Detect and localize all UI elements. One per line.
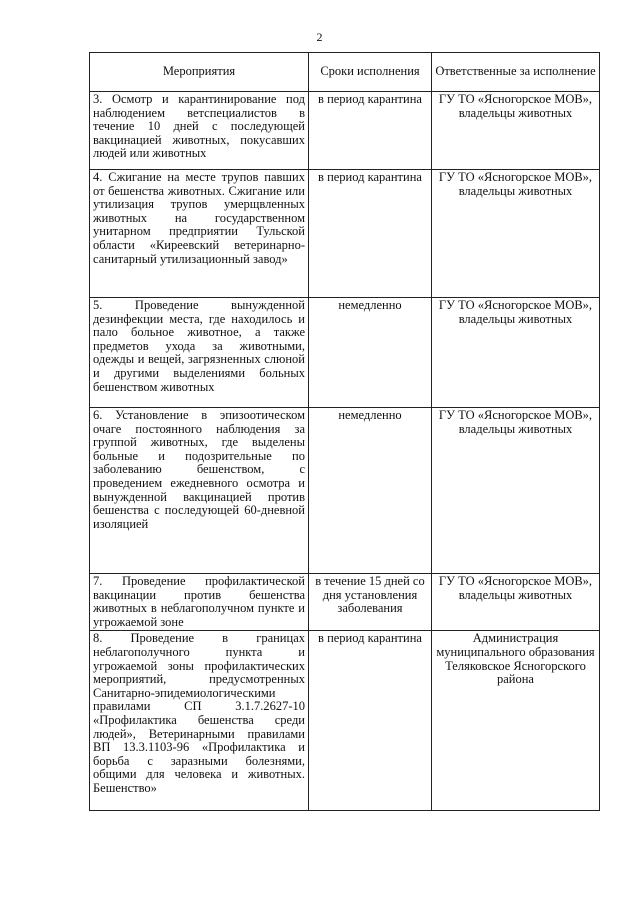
measure-cell: 3. Осмотр и карантинирование под наблюдением ветспециалистов в течение 10 дней с последующей вакцинацией животных, покусавших людей или животных (90, 92, 309, 170)
measures-table (89, 52, 600, 811)
header-terms: Сроки исполнения (309, 53, 432, 92)
table-row (90, 170, 600, 298)
table-header-row (90, 53, 600, 92)
measure-cell: 6. Установление в эпизоотическом очаге постоянного наблюдения за группой животных, где выделены больные и подозрительные по заболеванию бешенством, с проведением ежедневного осмотра и вынужденной вакцинацией против бешенства с последующей 60-дневной изоляцией (90, 408, 309, 574)
measure-cell: 5. Проведение вынужденной дезинфекции места, где находилось и пало больное животное, а также предметов ухода за животными, одежды и вещей, загрязненных слюной и другими выделениями больных бешенством животных (90, 298, 309, 408)
measure-cell: 8. Проведение в границах неблагополучного пункта и угрожаемой зоны профилактических мероприятий, предусмотренных Санитарно-эпидемиологическими правилами СП 3.1.7.2627-10 «Профилактика бешенства среди людей», Ветеринарными правилами ВП 13.3.1103-96 «Профилактика и борьба с заразными болезнями, общими для человека и животных. Бешенство» (90, 631, 309, 811)
term-cell: немедленно (309, 298, 432, 408)
header-measures: Мероприятия (90, 53, 309, 92)
term-cell: в течение 15 дней со дня установления заболевания (309, 574, 432, 631)
responsible-cell: ГУ ТО «Ясногорское МОВ», владельцы животных (432, 170, 600, 298)
responsible-cell: ГУ ТО «Ясногорское МОВ», владельцы животных (432, 92, 600, 170)
responsible-cell: ГУ ТО «Ясногорское МОВ», владельцы животных (432, 574, 600, 631)
measure-cell: 4. Сжигание на месте трупов павших от бешенства животных. Сжигание или утилизация трупов умерщвленных животных на государственном унитарном предприятии Тульской области «Киреевский ветеринарно-санитарный утилизационный завод» (90, 170, 309, 298)
table-row (90, 574, 600, 631)
header-responsible: Ответственные за исполнение (432, 53, 600, 92)
page-number: 2 (316, 30, 323, 44)
term-cell: в период карантина (309, 631, 432, 811)
measure-cell: 7. Проведение профилактической вакцинации против бешенства животных в неблагополучном пункте и угрожаемой зоне (90, 574, 309, 631)
term-cell: в период карантина (309, 92, 432, 170)
table-row (90, 92, 600, 170)
responsible-cell: ГУ ТО «Ясногорское МОВ», владельцы животных (432, 408, 600, 574)
responsible-cell: ГУ ТО «Ясногорское МОВ», владельцы животных (432, 298, 600, 408)
table-row (90, 631, 600, 811)
table-row (90, 408, 600, 574)
responsible-cell: Администрация муниципального образования Теляковское Ясногорского района (432, 631, 600, 811)
term-cell: немедленно (309, 408, 432, 574)
table-row (90, 298, 600, 408)
term-cell: в период карантина (309, 170, 432, 298)
